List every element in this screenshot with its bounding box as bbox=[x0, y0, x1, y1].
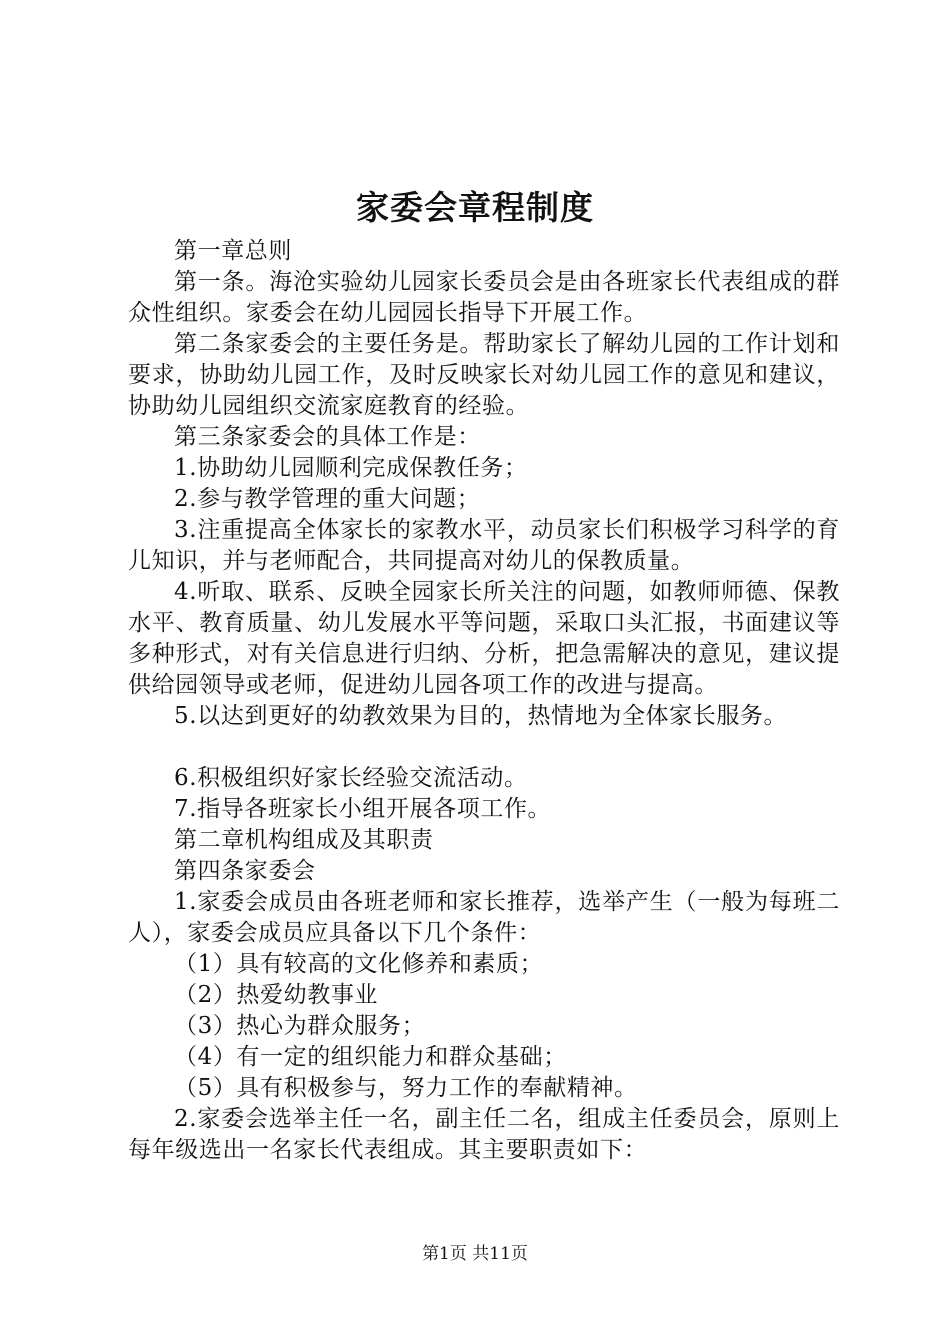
sub-list-item: （2）热爱幼教事业 bbox=[174, 982, 379, 1008]
sub-list-item: （1）具有较高的文化修养和素质； bbox=[174, 951, 544, 977]
article-1: 第一条。海沧实验幼儿园家长委员会是由各班家长代表组成的群众性组织。家委会在幼儿园园长指导下开展工作。 bbox=[128, 269, 840, 326]
list-item: 1.家委会成员由各班老师和家长推荐，选举产生（一般为每班二人），家委会成员应具备以下几个条件： bbox=[128, 889, 840, 946]
chapter-heading-1: 第一章总则 bbox=[174, 238, 292, 264]
article-3: 第三条家委会的具体工作是： bbox=[174, 424, 481, 450]
sub-list-item: （5）具有积极参与，努力工作的奉献精神。 bbox=[174, 1075, 638, 1101]
chapter-heading-2: 第二章机构组成及其职责 bbox=[174, 827, 434, 853]
page-title: 家委会章程制度 bbox=[356, 188, 594, 227]
list-item: 2.参与教学管理的重大问题； bbox=[174, 486, 481, 512]
list-item: 5.以达到更好的幼教效果为目的，热情地为全体家长服务。 bbox=[174, 703, 788, 729]
list-item: 6.积极组织好家长经验交流活动。 bbox=[174, 765, 528, 791]
list-item: 3.注重提高全体家长的家教水平，动员家长们积极学习科学的育儿知识，并与老师配合，共同提高对幼儿的保教质量。 bbox=[128, 517, 840, 574]
page-number-footer: 第1页 共11页 bbox=[422, 1244, 528, 1264]
list-item: 7.指导各班家长小组开展各项工作。 bbox=[174, 796, 552, 822]
article-2: 第二条家委会的主要任务是。帮助家长了解幼儿园的工作计划和要求，协助幼儿园工作，及时反映家长对幼儿园工作的意见和建议，协助幼儿园组织交流家庭教育的经验。 bbox=[128, 331, 840, 419]
list-item: 1.协助幼儿园顺利完成保教任务； bbox=[174, 455, 528, 481]
document-body bbox=[128, 236, 840, 1166]
list-item: 4.听取、联系、反映全园家长所关注的问题，如教师师德、保教水平、教育质量、幼儿发展水平等问题，采取口头汇报，书面建议等多种形式，对有关信息进行归纳、分析，把急需解决的意见，建议提供给园领导或老师，促进幼儿园各项工作的改进与提高。 bbox=[128, 579, 840, 698]
list-item: 2.家委会选举主任一名，副主任二名，组成主任委员会，原则上每年级选出一名家长代表组成。其主要职责如下： bbox=[128, 1106, 840, 1163]
article-4: 第四条家委会 bbox=[174, 858, 316, 884]
sub-list-item: （4）有一定的组织能力和群众基础； bbox=[174, 1044, 567, 1070]
sub-list-item: （3）热心为群众服务； bbox=[174, 1013, 426, 1039]
